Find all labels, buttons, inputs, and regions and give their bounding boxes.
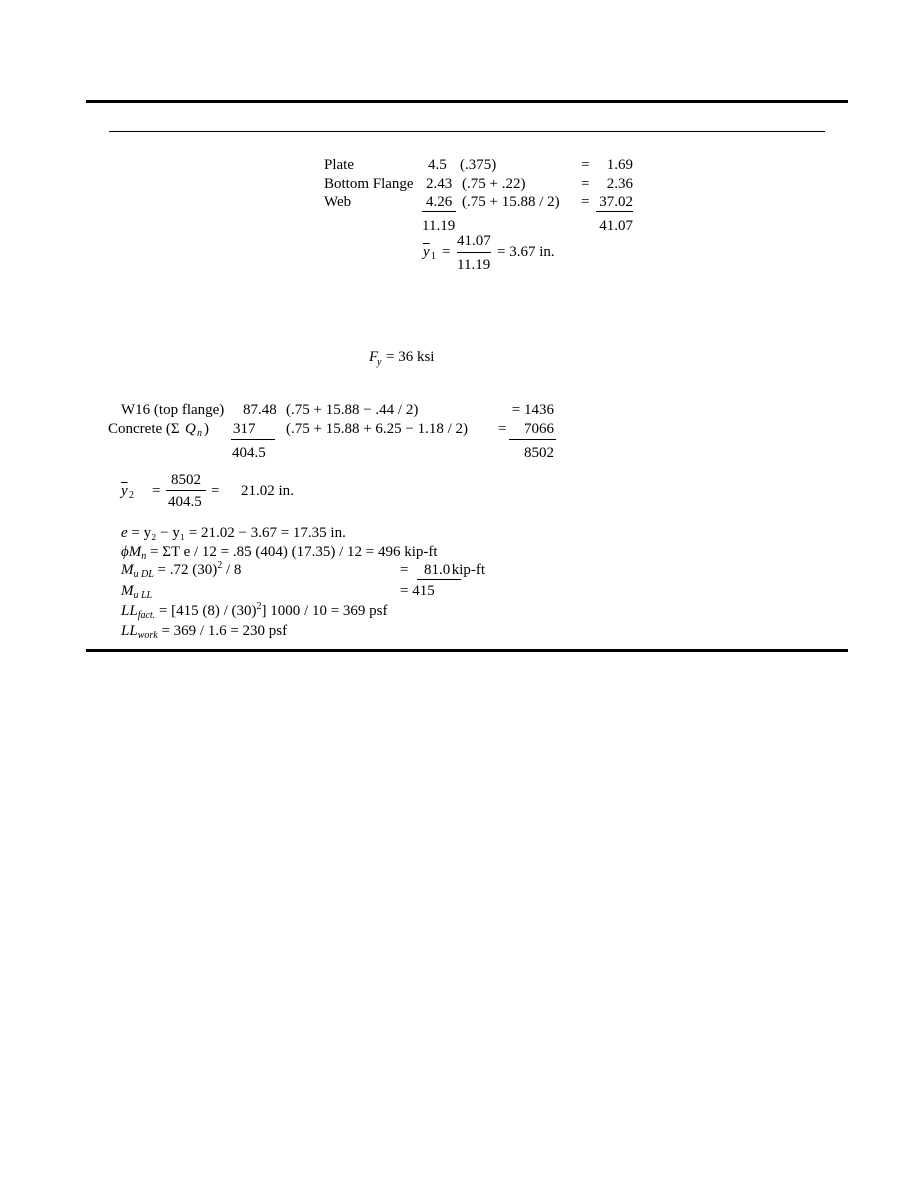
row-label: Plate <box>324 157 354 173</box>
ybar1-eq: = <box>442 244 451 260</box>
header-divider <box>109 131 825 132</box>
w16-area: 87.48 <box>243 402 277 418</box>
ybar2-numerator: 8502 <box>171 472 201 488</box>
row-moment: 1.69 <box>606 157 633 173</box>
e-text: = y₂ − y₁ = 21.02 − 3.67 = 17.35 in. <box>127 525 346 541</box>
mull-sub: u LL <box>133 590 153 601</box>
row-label: Bottom Flange <box>324 176 414 192</box>
llwork-equation <box>121 624 287 639</box>
ybar1-result: = 3.67 in. <box>497 244 555 260</box>
frame-bottom-rule <box>86 649 848 652</box>
llwork-lhs: LL <box>121 623 138 639</box>
ybar2-eq2: = <box>211 483 220 499</box>
phimn-equation <box>121 545 438 560</box>
concrete-eq: = <box>498 421 507 437</box>
row-label: Web <box>324 194 352 210</box>
concrete-moment: 7066 <box>524 421 554 437</box>
sum-area: 11.19 <box>422 218 456 234</box>
phimn-sub: n <box>141 551 147 562</box>
ybar2-fraction-bar <box>166 490 206 491</box>
concrete-arm: (.75 + 15.88 + 6.25 − 1.18 / 2) <box>286 421 469 437</box>
ybar2-result: 21.02 in. <box>241 483 294 499</box>
ybar1-fraction-bar <box>457 252 491 253</box>
e-lhs: e <box>121 525 128 541</box>
concrete-label-n: n <box>197 428 202 439</box>
mudl-text: = .72 (30) <box>153 562 218 578</box>
ybar2-eq1: = <box>152 483 161 499</box>
row-area: 2.43 <box>426 176 453 192</box>
llfact-text2: ] 1000 / 10 = 369 psf <box>261 603 388 619</box>
ybar2-denominator: 404.5 <box>168 494 202 510</box>
row-arm: (.75 + .22) <box>462 176 526 192</box>
composite-sum-moment: 8502 <box>524 445 554 461</box>
w16-label: W16 (top flange) <box>121 402 225 418</box>
mudl-sum-rule <box>417 579 461 580</box>
phimn-text: = ΣT e / 12 = .85 (404) (17.35) / 12 = 496 kip-ft <box>146 544 438 560</box>
e-equation <box>121 526 346 541</box>
sum-moment: 41.07 <box>599 218 633 234</box>
fy-value: = 36 ksi <box>386 349 435 365</box>
concrete-label-b: ) <box>204 421 209 437</box>
fy-symbol: F <box>369 349 379 365</box>
row-eq: = <box>581 194 590 210</box>
concrete-label-a: Concrete (Σ <box>108 421 180 437</box>
mull-lhs: M <box>121 583 134 599</box>
row-eq: = <box>581 176 590 192</box>
llfact-equation <box>121 601 388 621</box>
llfact-lhs: LL <box>121 603 138 619</box>
frame-top-rule <box>86 100 848 103</box>
mudl-lhs: M <box>121 562 134 578</box>
row-eq: = <box>581 157 590 173</box>
ybar1-symbol: $\overline{y}$ <box>423 244 430 260</box>
row-area: 4.5 <box>428 157 447 173</box>
composite-area-rule <box>231 439 275 440</box>
llfact-sub: fact. <box>137 610 156 621</box>
llwork-sub: work <box>137 630 158 641</box>
sum-area-rule <box>422 211 456 212</box>
mudl-result-eq: = <box>400 562 409 578</box>
composite-moment-rule <box>509 439 556 440</box>
fy-subscript: y <box>377 357 382 368</box>
mudl-result-unit: kip-ft <box>448 562 486 578</box>
llfact-text: = [415 (8) / (30) <box>155 603 257 619</box>
w16-moment: = 1436 <box>511 402 554 418</box>
row-arm: (.75 + 15.88 / 2) <box>462 194 560 210</box>
mudl-text2: / 8 <box>222 562 242 578</box>
ybar2-symbol: $\overline{y}$ <box>121 483 128 499</box>
mudl-result: 81.0 <box>424 562 451 578</box>
mull-result: = 415 <box>400 583 435 599</box>
mudl-equation <box>121 560 242 580</box>
row-arm: (.375) <box>460 157 497 173</box>
sum-moment-rule <box>596 211 633 212</box>
mudl-sup: 2 <box>217 560 223 571</box>
concrete-area: 317 <box>233 421 256 437</box>
w16-arm: (.75 + 15.88 − .44 / 2) <box>286 402 419 418</box>
phimn-lhs: ϕM <box>121 544 142 560</box>
row-moment: 2.36 <box>606 176 633 192</box>
mull-equation <box>121 584 152 599</box>
row-moment: 37.02 <box>599 194 633 210</box>
llwork-text: = 369 / 1.6 = 230 psf <box>157 623 288 639</box>
ybar2-subscript: 2 <box>129 490 134 501</box>
ybar1-numerator: 41.07 <box>457 233 491 249</box>
mudl-sub: u DL <box>133 569 154 580</box>
row-area: 4.26 <box>426 194 453 210</box>
llfact-sup: 2 <box>256 601 262 612</box>
composite-sum-area: 404.5 <box>232 445 266 461</box>
concrete-label-q: Q <box>185 421 196 437</box>
ybar1-subscript: 1 <box>431 251 436 262</box>
ybar1-denominator: 11.19 <box>457 257 491 273</box>
